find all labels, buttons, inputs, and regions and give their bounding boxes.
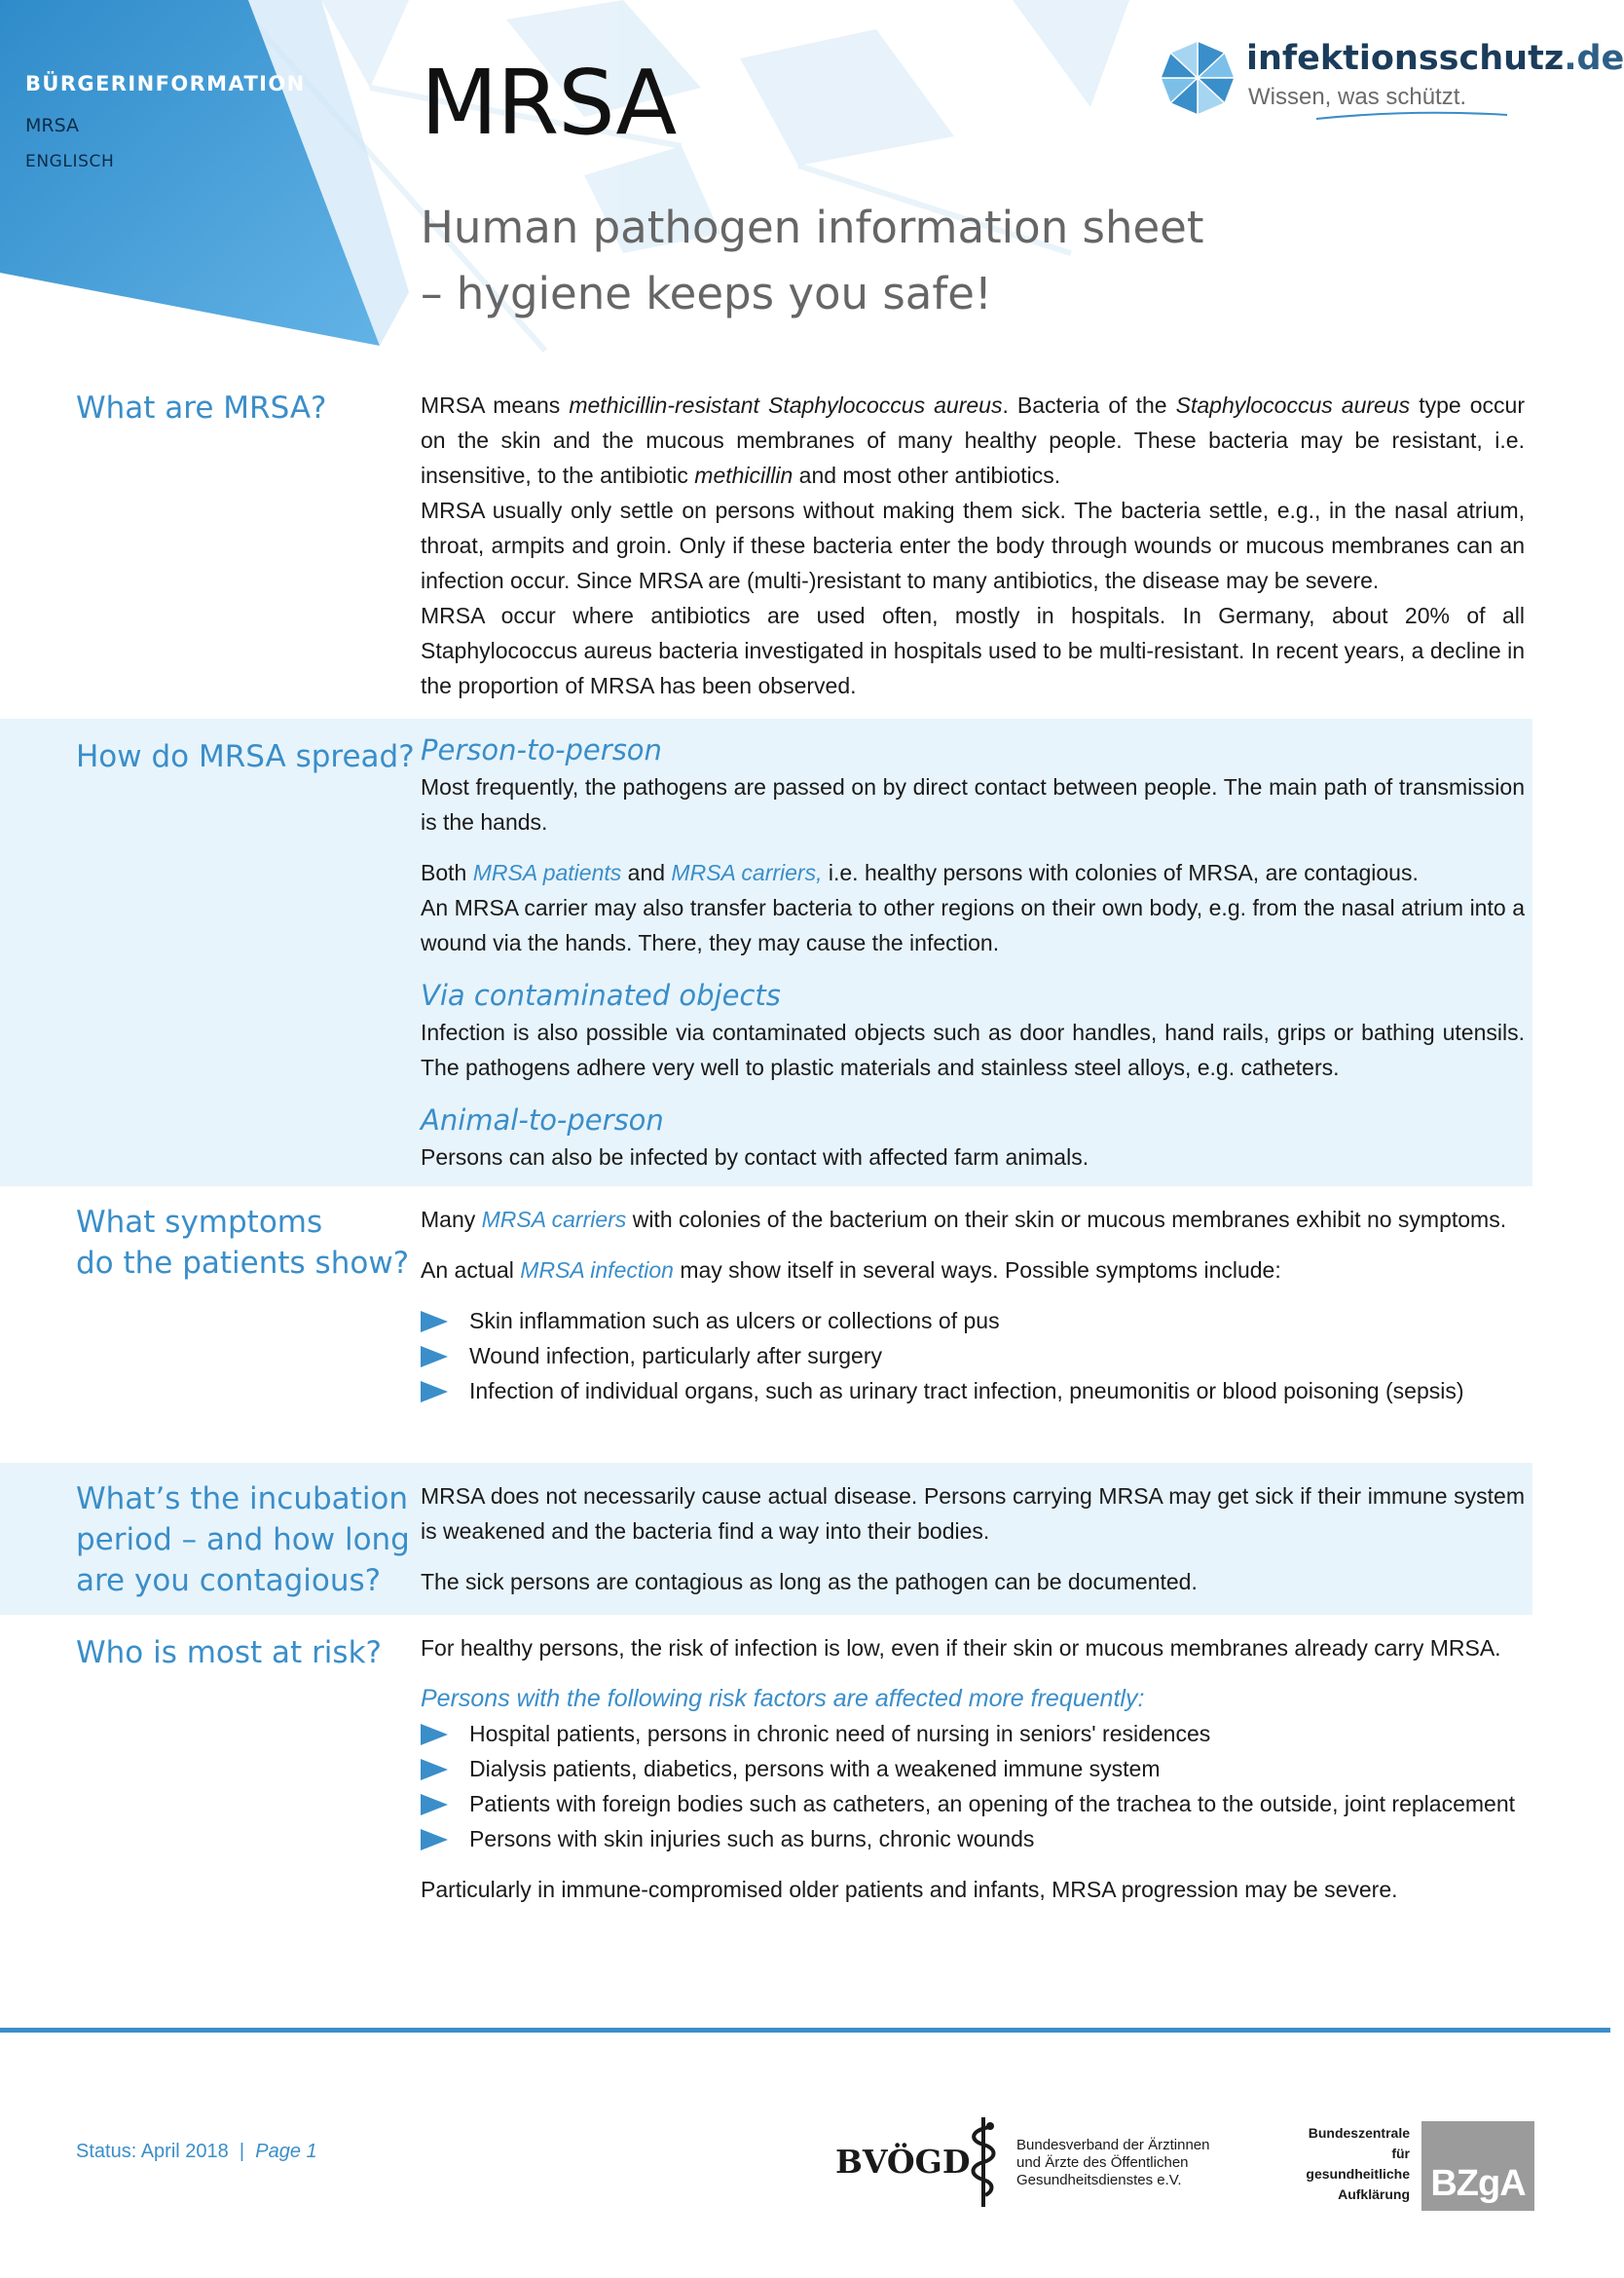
- section-risk: [0, 1615, 1532, 2004]
- paragraph: Many MRSA carriers with colonies of the bacterium on their skin or mucous membranes exhibit no symptoms.: [421, 1207, 1507, 1232]
- bzga-name: Bundeszentrale für gesundheitliche Aufklärung: [1306, 2125, 1410, 2202]
- list-item: Wound infection, particularly after surgery: [421, 1338, 1525, 1373]
- bzga-logo[interactable]: [1421, 2121, 1534, 2211]
- page-subtitle: [421, 195, 1204, 327]
- symptom-list: [421, 1303, 1525, 1408]
- paragraph: MRSA usually only settle on persons without making them sick. The bacteria settle, e.g., in the nasal atrium, throat, armpits and groin. Only if these bacteria enter the body through wounds or mucous membranes can an infection occur. Since MRSA are (multi-)resistant to many antibiotics, the disease may be severe.: [421, 498, 1525, 593]
- arrow-bullet-icon: [421, 1311, 448, 1332]
- section-what-are-mrsa: [0, 372, 1532, 719]
- section-body: [421, 388, 1525, 703]
- section-incubation: [0, 1463, 1532, 1615]
- page-number: Page 1: [255, 2141, 317, 2162]
- paragraph: MRSA means methicillin-resistant Staphylococcus aureus. Bacteria of the Staphylococcus aureus type occur on the skin and the mucous membranes of many healthy people. These bacteria may be resistant, i.e. insensitive, to the antibiotic methicillin and most other antibiotics.: [421, 392, 1525, 488]
- risk-factor-list: [421, 1716, 1525, 1856]
- paragraph: An actual MRSA infection may show itself in several ways. Possible symptoms include:: [421, 1257, 1281, 1283]
- paragraph: Infection is also possible via contaminated objects such as door handles, hand rails, grips or bathing utensils. The pathogens adhere very well to plastic materials and stainless steel alloys, e.g. catheters.: [421, 1020, 1525, 1080]
- footer-divider: [0, 2028, 1610, 2033]
- paragraph: Particularly in immune-compromised older patients and infants, MRSA progression may be severe.: [421, 1877, 1398, 1902]
- section-heading: Who is most at risk?: [76, 1635, 382, 1670]
- section-heading: What symptoms do the patients show?: [76, 1205, 410, 1281]
- rod-of-asclepius-icon: [962, 2115, 1005, 2209]
- logo-wordmark: [1246, 39, 1624, 78]
- subtitle-line-1: Human pathogen information sheet: [421, 202, 1204, 253]
- section-body: [421, 1478, 1525, 1599]
- arrow-bullet-icon: [421, 1794, 448, 1815]
- category-label: BÜRGERINFORMATION: [25, 72, 306, 95]
- paragraph: The sick persons are contagious as long as the pathogen can be documented.: [421, 1569, 1198, 1594]
- section-symptoms: [0, 1186, 1532, 1463]
- subtitle-line-2: – hygiene keeps you safe!: [421, 268, 992, 319]
- slogan-underline: [1314, 109, 1509, 123]
- list-item: Patients with foreign bodies such as catheters, an opening of the trachea to the outside, joint replacement: [421, 1786, 1525, 1821]
- status-date: Status: April 2018: [76, 2141, 229, 2162]
- bzga-abbreviation: BZgA: [1430, 2163, 1526, 2204]
- section-body: [421, 730, 1525, 1175]
- topic-label: MRSA: [25, 115, 80, 136]
- list-item: Infection of individual organs, such as urinary tract infection, pneumonitis or blood poisoning (sepsis): [421, 1373, 1525, 1408]
- list-item: Hospital patients, persons in chronic need of nursing in seniors' residences: [421, 1716, 1525, 1751]
- subheading-person-to-person: Person-to-person: [421, 733, 662, 766]
- section-heading: How do MRSA spread?: [76, 739, 415, 774]
- bvogd-abbreviation: BVÖGD: [835, 2143, 971, 2181]
- paragraph: For healthy persons, the risk of infection is low, even if their skin or mucous membranes already carry MRSA.: [421, 1635, 1501, 1661]
- infektionsschutz-logo[interactable]: [1159, 37, 1624, 125]
- paragraph: An MRSA carrier may also transfer bacteria to other regions on their own body, e.g. from the nasal atrium into a wound via the hands. There, they may cause the infection.: [421, 895, 1525, 955]
- logo-slogan: Wissen, was schützt.: [1248, 84, 1467, 110]
- section-heading: What’s the incubation period – and how long are you contagious?: [76, 1481, 410, 1598]
- paragraph: Both MRSA patients and MRSA carriers, i.e. healthy persons with colonies of MRSA, are contagious.: [421, 860, 1419, 885]
- paragraph: MRSA occur where antibiotics are used often, mostly in hospitals. In Germany, about 20% of all Staphylococcus aureus bacteria investigated in hospitals used to be multi-resistant. In recent years, a decline in the proportion of MRSA has been observed.: [421, 603, 1526, 698]
- paragraph: Persons can also be infected by contact with affected farm animals.: [421, 1144, 1089, 1170]
- subheading-animal-to-person: Animal-to-person: [421, 1103, 664, 1137]
- page-title: MRSA: [421, 51, 677, 155]
- subheading-contaminated-objects: Via contaminated objects: [421, 979, 781, 1012]
- umbrella-icon: [1159, 39, 1236, 117]
- section-heading: What are MRSA?: [76, 391, 327, 426]
- list-item: Persons with skin injuries such as burns, chronic wounds: [421, 1821, 1525, 1856]
- section-spread: [0, 719, 1532, 1186]
- list-item: Skin inflammation such as ulcers or collections of pus: [421, 1303, 1525, 1338]
- bvogd-name: Bundesverband der Ärztinnen und Ärzte des Öffentlichen Gesundheitsdienstes e.V.: [1016, 2137, 1210, 2188]
- logo-name: infektionsschutz: [1246, 39, 1565, 78]
- paragraph: MRSA does not necessarily cause actual disease. Persons carrying MRSA may get sick if their immune system is weakened and the bacteria find a way into their bodies.: [421, 1483, 1525, 1544]
- subheading-risk-factors: Persons with the following risk factors are affected more frequently:: [421, 1685, 1145, 1712]
- status-separator: |: [239, 2141, 245, 2162]
- arrow-bullet-icon: [421, 1759, 448, 1780]
- arrow-bullet-icon: [421, 1829, 448, 1850]
- arrow-bullet-icon: [421, 1346, 448, 1367]
- paragraph: Most frequently, the pathogens are passed on by direct contact between people. The main path of transmission is the hands.: [421, 774, 1525, 835]
- logo-domain: .de: [1564, 39, 1624, 78]
- section-body: [421, 1630, 1525, 1907]
- section-body: [421, 1202, 1525, 1408]
- arrow-bullet-icon: [421, 1381, 448, 1402]
- list-item: Dialysis patients, diabetics, persons with a weakened immune system: [421, 1751, 1525, 1786]
- language-label: ENGLISCH: [25, 152, 115, 171]
- status-line: [76, 2141, 317, 2163]
- bvogd-logo[interactable]: [835, 2111, 1254, 2209]
- arrow-bullet-icon: [421, 1724, 448, 1745]
